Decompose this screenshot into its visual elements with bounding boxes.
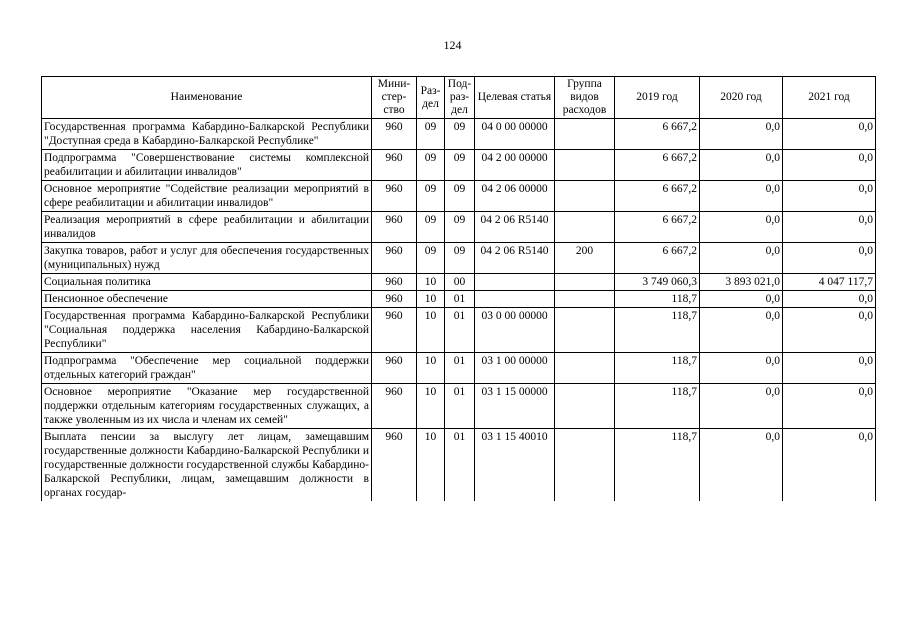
header-ministry: Мини-стер-ство: [372, 77, 417, 119]
cell-2019: 118,7: [615, 308, 700, 353]
cell-expense-group: [555, 212, 615, 243]
table-row: [42, 119, 876, 150]
cell-ministry: 960: [372, 212, 417, 243]
table-row: [42, 243, 876, 274]
cell-2019: 3 749 060,3: [615, 274, 700, 291]
cell-target: 03 1 15 00000: [475, 384, 555, 429]
cell-section: 10: [417, 308, 445, 353]
table-row: [42, 384, 876, 429]
cell-expense-group: 200: [555, 243, 615, 274]
cell-2019: 6 667,2: [615, 243, 700, 274]
cell-2021: 4 047 117,7: [783, 274, 876, 291]
cell-expense-group: [555, 308, 615, 353]
cell-subsection: 01: [445, 291, 475, 308]
cell-target: 03 1 15 40010: [475, 429, 555, 502]
header-section: Раз-дел: [417, 77, 445, 119]
cell-2019: 6 667,2: [615, 150, 700, 181]
cell-section: 09: [417, 212, 445, 243]
table-row: [42, 150, 876, 181]
cell-2020: 0,0: [700, 429, 783, 502]
cell-ministry: 960: [372, 291, 417, 308]
cell-name: Выплата пенсии за выслугу лет лицам, замещавшим государственные должности Кабардино-Балкарской Республики и государственные должности государственной службы Кабардино-Балкарской Республики, лицам, замещавшим должности в органах государ-: [42, 429, 372, 502]
cell-expense-group: [555, 429, 615, 502]
header-2020: 2020 год: [700, 77, 783, 119]
cell-2020: 0,0: [700, 384, 783, 429]
cell-expense-group: [555, 353, 615, 384]
table-row: [42, 212, 876, 243]
cell-2019: 118,7: [615, 291, 700, 308]
cell-2021: 0,0: [783, 119, 876, 150]
cell-ministry: 960: [372, 243, 417, 274]
cell-subsection: 09: [445, 243, 475, 274]
cell-ministry: 960: [372, 308, 417, 353]
table-header: [42, 77, 876, 119]
cell-section: 10: [417, 291, 445, 308]
header-2021: 2021 год: [783, 77, 876, 119]
cell-2020: 0,0: [700, 353, 783, 384]
header-subsection: Под-раз-дел: [445, 77, 475, 119]
cell-2020: 3 893 021,0: [700, 274, 783, 291]
cell-ministry: 960: [372, 353, 417, 384]
cell-2019: 6 667,2: [615, 119, 700, 150]
header-2019: 2019 год: [615, 77, 700, 119]
cell-name: Государственная программа Кабардино-Балкарской Республики "Социальная поддержка населения Кабардино-Балкарской Республики": [42, 308, 372, 353]
cell-subsection: 09: [445, 119, 475, 150]
cell-2020: 0,0: [700, 308, 783, 353]
cell-target: 04 2 06 R5140: [475, 243, 555, 274]
header-target: Целевая статья: [475, 77, 555, 119]
cell-section: 09: [417, 181, 445, 212]
cell-target: 03 1 00 00000: [475, 353, 555, 384]
cell-target: 04 0 00 00000: [475, 119, 555, 150]
cell-ministry: 960: [372, 181, 417, 212]
cell-name: Государственная программа Кабардино-Балкарской Республики "Доступная среда в Кабардино-Балкарской Республике": [42, 119, 372, 150]
cell-name: Основное мероприятие "Оказание мер государственной поддержки отдельным категориям государственных служащих, а также уволенным из их числа и членам их семей": [42, 384, 372, 429]
cell-name: Социальная политика: [42, 274, 372, 291]
cell-ministry: 960: [372, 384, 417, 429]
cell-2019: 6 667,2: [615, 212, 700, 243]
cell-name: Подпрограмма "Обеспечение мер социальной поддержки отдельных категорий граждан": [42, 353, 372, 384]
cell-section: 09: [417, 150, 445, 181]
table-body: [42, 119, 876, 502]
cell-name: Пенсионное обеспечение: [42, 291, 372, 308]
cell-2021: 0,0: [783, 429, 876, 502]
table-row: [42, 181, 876, 212]
cell-section: 10: [417, 429, 445, 502]
cell-2021: 0,0: [783, 353, 876, 384]
cell-2020: 0,0: [700, 243, 783, 274]
cell-target: [475, 291, 555, 308]
cell-target: 04 2 00 00000: [475, 150, 555, 181]
cell-subsection: 09: [445, 150, 475, 181]
cell-2020: 0,0: [700, 150, 783, 181]
cell-subsection: 01: [445, 384, 475, 429]
cell-expense-group: [555, 274, 615, 291]
cell-section: 10: [417, 384, 445, 429]
cell-2020: 0,0: [700, 212, 783, 243]
cell-2019: 118,7: [615, 429, 700, 502]
cell-ministry: 960: [372, 119, 417, 150]
cell-name: Реализация мероприятий в сфере реабилитации и абилитации инвалидов: [42, 212, 372, 243]
table-row: [42, 353, 876, 384]
cell-2020: 0,0: [700, 119, 783, 150]
cell-2020: 0,0: [700, 291, 783, 308]
cell-expense-group: [555, 181, 615, 212]
header-name: Наименование: [42, 77, 372, 119]
cell-target: 03 0 00 00000: [475, 308, 555, 353]
header-row: [42, 77, 876, 119]
cell-expense-group: [555, 150, 615, 181]
cell-2020: 0,0: [700, 181, 783, 212]
cell-expense-group: [555, 384, 615, 429]
cell-subsection: 01: [445, 308, 475, 353]
cell-target: [475, 274, 555, 291]
cell-name: Основное мероприятие "Содействие реализации мероприятий в сфере реабилитации и абилитации инвалидов": [42, 181, 372, 212]
cell-subsection: 00: [445, 274, 475, 291]
table-row: [42, 429, 876, 502]
cell-subsection: 01: [445, 429, 475, 502]
cell-2019: 118,7: [615, 384, 700, 429]
budget-table: [41, 76, 876, 501]
cell-2021: 0,0: [783, 181, 876, 212]
cell-ministry: 960: [372, 429, 417, 502]
cell-2021: 0,0: [783, 308, 876, 353]
page-number: 124: [443, 38, 462, 52]
cell-2021: 0,0: [783, 291, 876, 308]
cell-target: 04 2 06 R5140: [475, 212, 555, 243]
cell-ministry: 960: [372, 274, 417, 291]
cell-subsection: 09: [445, 181, 475, 212]
cell-expense-group: [555, 119, 615, 150]
cell-2021: 0,0: [783, 243, 876, 274]
header-expense-group: Группа видов расходов: [555, 77, 615, 119]
cell-subsection: 01: [445, 353, 475, 384]
cell-name: Подпрограмма "Совершенствование системы комплексной реабилитации и абилитации инвалидов": [42, 150, 372, 181]
table-row: [42, 308, 876, 353]
cell-subsection: 09: [445, 212, 475, 243]
cell-ministry: 960: [372, 150, 417, 181]
table-row: [42, 291, 876, 308]
cell-2019: 118,7: [615, 353, 700, 384]
cell-2019: 6 667,2: [615, 181, 700, 212]
cell-name: Закупка товаров, работ и услуг для обеспечения государственных (муниципальных) нужд: [42, 243, 372, 274]
table-row: [42, 274, 876, 291]
cell-2021: 0,0: [783, 384, 876, 429]
cell-section: 10: [417, 353, 445, 384]
cell-target: 04 2 06 00000: [475, 181, 555, 212]
cell-section: 09: [417, 243, 445, 274]
cell-2021: 0,0: [783, 150, 876, 181]
cell-expense-group: [555, 291, 615, 308]
cell-2021: 0,0: [783, 212, 876, 243]
cell-section: 09: [417, 119, 445, 150]
cell-section: 10: [417, 274, 445, 291]
